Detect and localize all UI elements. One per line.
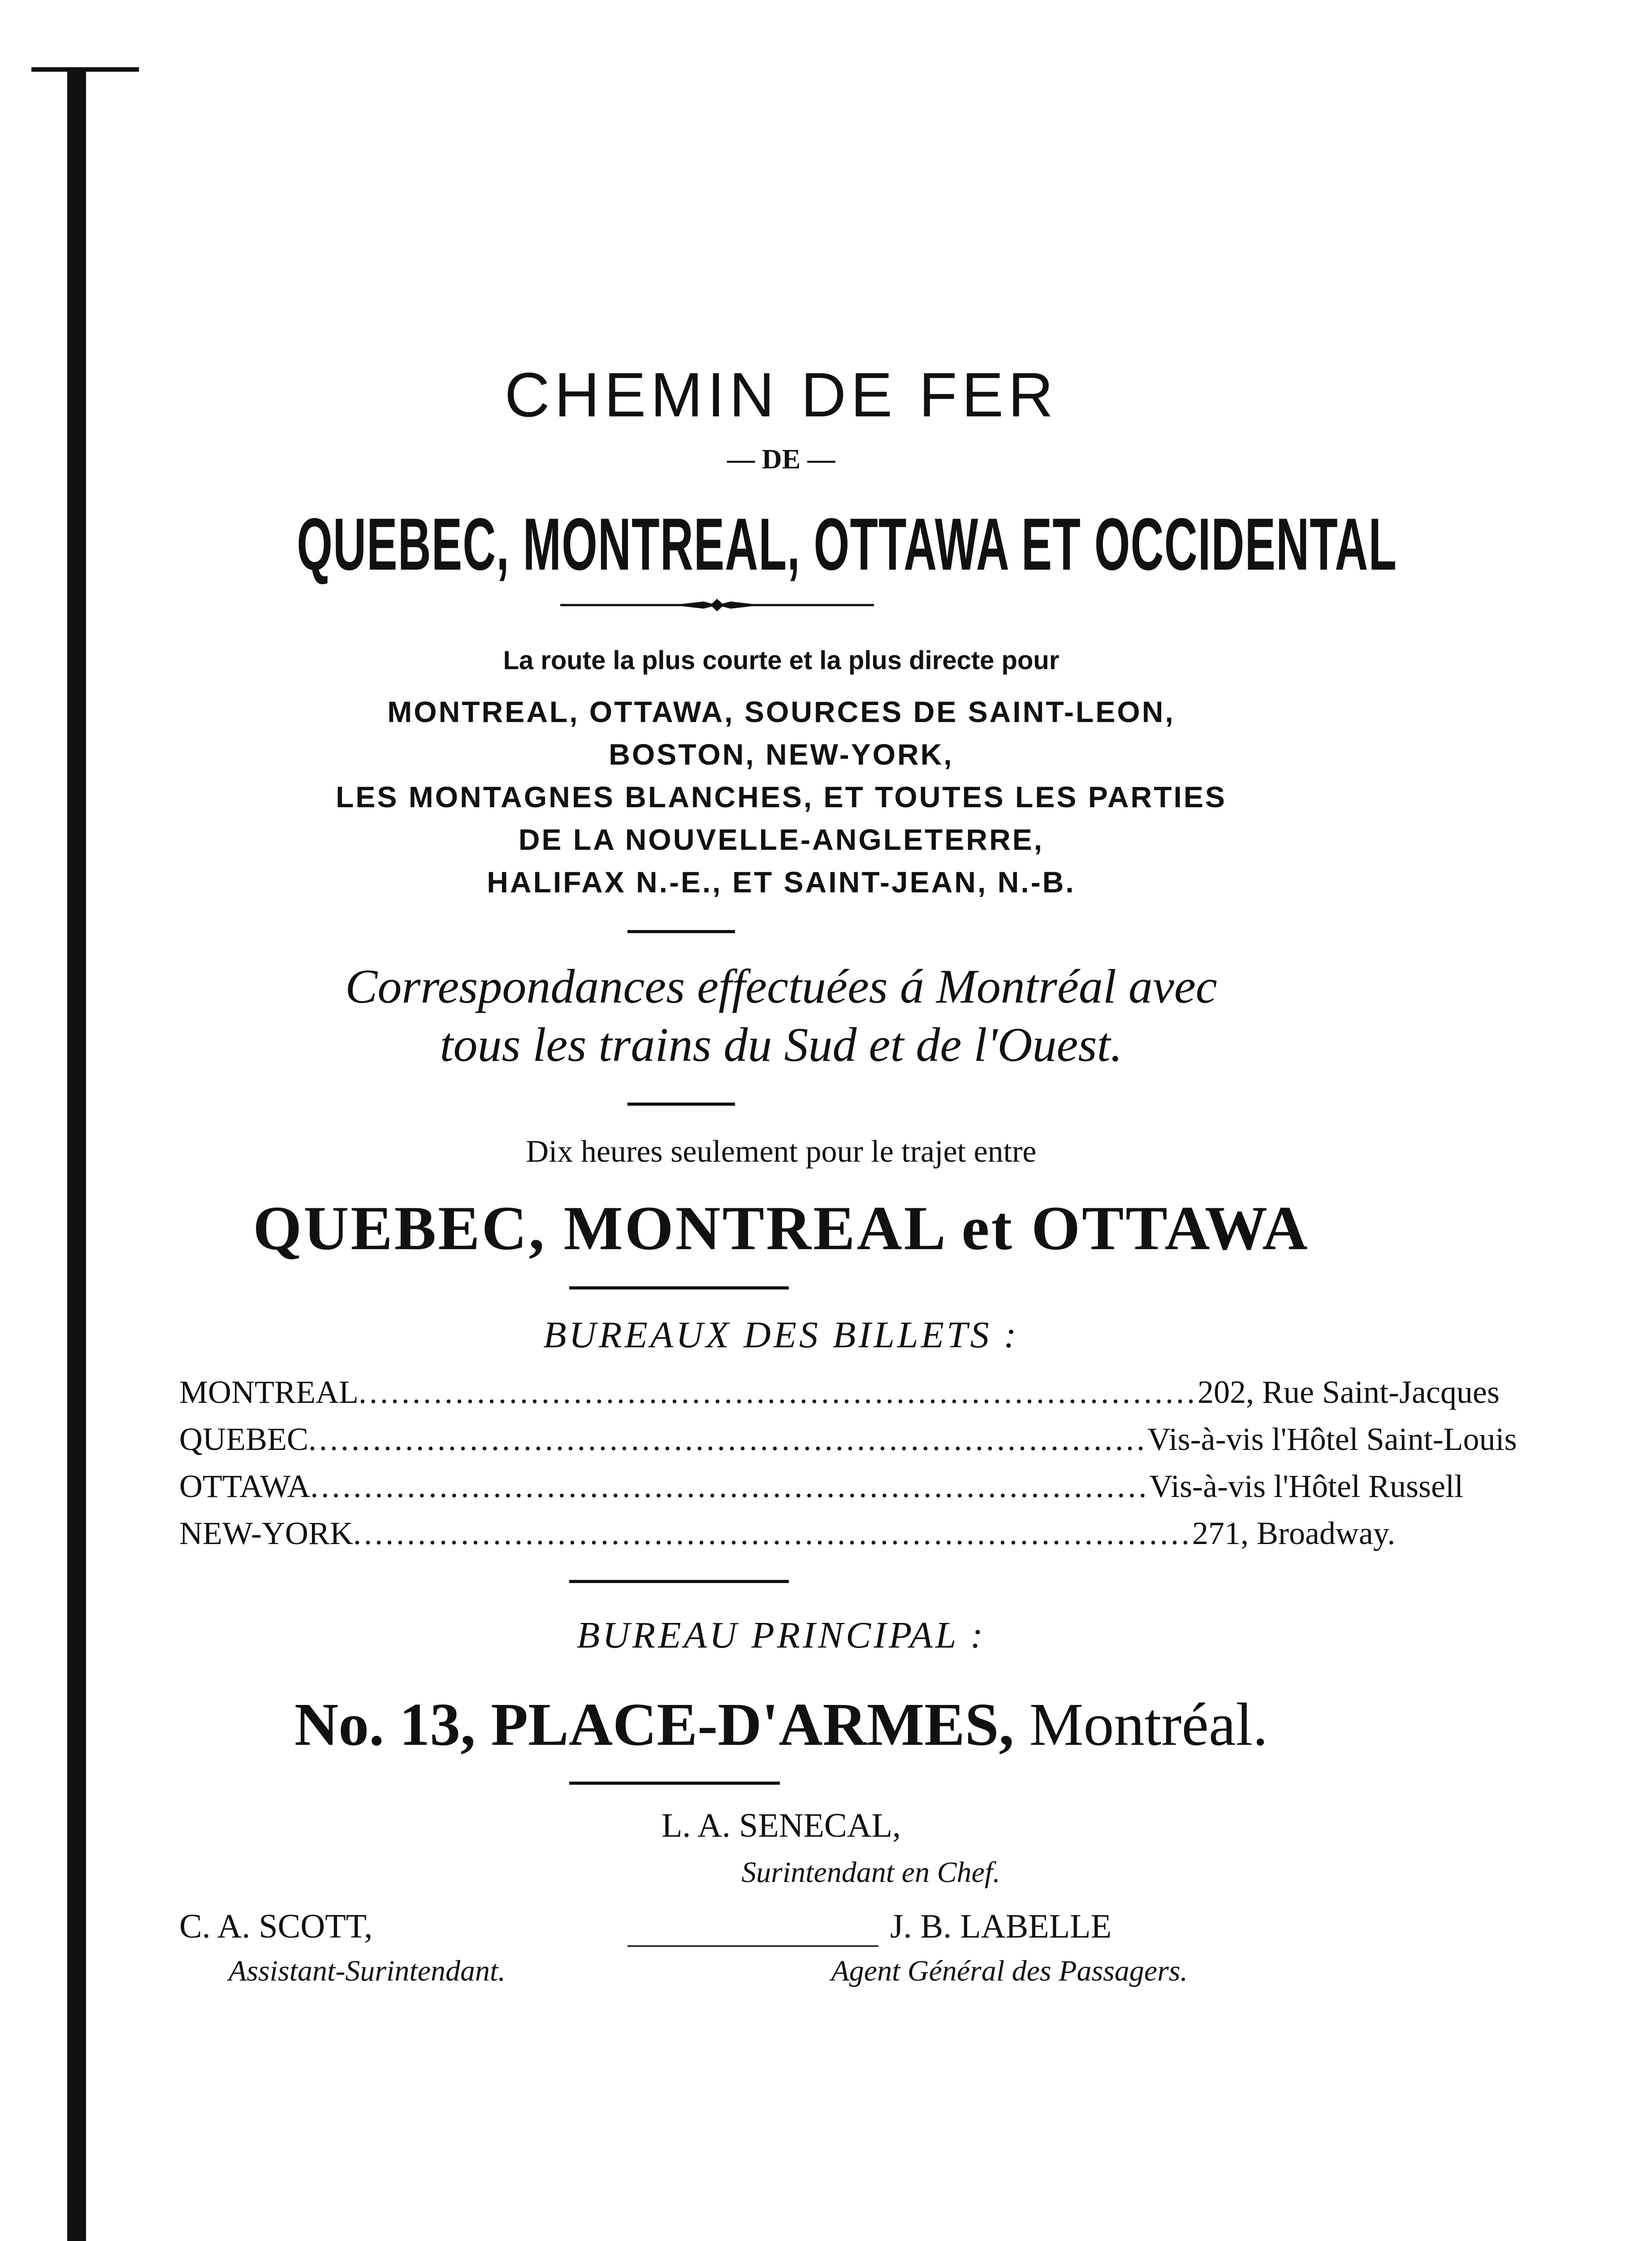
principal-address-street: No. 13, PLACE-D'ARMES, (294, 1691, 1014, 1758)
destination-line: HALIFAX N.-E., ET SAINT-JEAN, N.-B. (487, 865, 1076, 899)
bureau-row (179, 1374, 1500, 1411)
bureau-address: 202, Rue Saint-Jacques (1197, 1374, 1500, 1410)
railway-name: QUEBEC, MONTREAL, OTTAWA ET OCCIDENTAL (297, 503, 1397, 585)
divider (569, 1782, 780, 1785)
dot-leader: .............................................................................. (358, 1374, 1198, 1410)
bureau-address: Vis-à-vis l'Hôtel Russell (1149, 1468, 1463, 1504)
bureaux-heading: BUREAUX DES BILLETS : (543, 1314, 1019, 1356)
bureau-city: QUEBEC (179, 1421, 308, 1457)
trajet-cities: QUEBEC, MONTREAL et OTTAWA (253, 1194, 1310, 1263)
dot-leader: .............................................................................. (308, 1421, 1147, 1457)
destination-line: LES MONTAGNES BLANCHES, ET TOUTES LES PARTIES (336, 780, 1227, 813)
bureau-city: OTTAWA (179, 1468, 311, 1504)
agent-title: Agent Général des Passagers. (831, 1955, 1188, 1987)
divider (627, 930, 735, 933)
route-intro: La route la plus courte et la plus directe pour (503, 646, 1060, 675)
principal-heading: BUREAU PRINCIPAL : (576, 1614, 986, 1656)
trajet-text: Dix heures seulement pour le trajet entre (526, 1134, 1037, 1169)
divider (569, 1580, 789, 1583)
destination-line: MONTREAL, OTTAWA, SOURCES DE SAINT-LEON, (387, 695, 1175, 728)
bureau-city: NEW-YORK (179, 1515, 353, 1551)
dot-leader: .............................................................................. (310, 1468, 1150, 1504)
principal-address (0, 1690, 1562, 1760)
divider (569, 1286, 789, 1289)
bureau-address: 271, Broadway. (1192, 1515, 1396, 1551)
assistant-name: C. A. SCOTT, (179, 1908, 373, 1945)
assistant-title: Assistant-Surintendant. (229, 1955, 506, 1987)
principal-address-city: Montréal. (1029, 1691, 1268, 1758)
dot-leader: .............................................................................. (353, 1515, 1192, 1551)
correspondances-line: tous les trains du Sud et de l'Ouest. (440, 1018, 1123, 1072)
agent-name: J. B. LABELLE (890, 1908, 1111, 1945)
chief-title: Surintendant en Chef. (741, 1856, 1000, 1889)
divider (627, 1103, 735, 1106)
bureau-row (179, 1468, 1463, 1505)
chief-name: L. A. SENECAL, (661, 1807, 901, 1844)
bureau-row (179, 1421, 1517, 1458)
bureau-address: Vis-à-vis l'Hôtel Saint-Louis (1147, 1421, 1517, 1457)
correspondances-line: Correspondances effectuées á Montréal avec (345, 960, 1217, 1013)
title-connector: — DE — (727, 444, 835, 475)
destination-line: BOSTON, NEW-YORK, (609, 738, 954, 771)
page-title: CHEMIN DE FER (504, 359, 1058, 430)
bureau-row (179, 1515, 1396, 1552)
destination-line: DE LA NOUVELLE-ANGLETERRE, (518, 823, 1044, 856)
ornament-divider (560, 596, 874, 614)
bureau-city: MONTREAL (179, 1374, 359, 1410)
